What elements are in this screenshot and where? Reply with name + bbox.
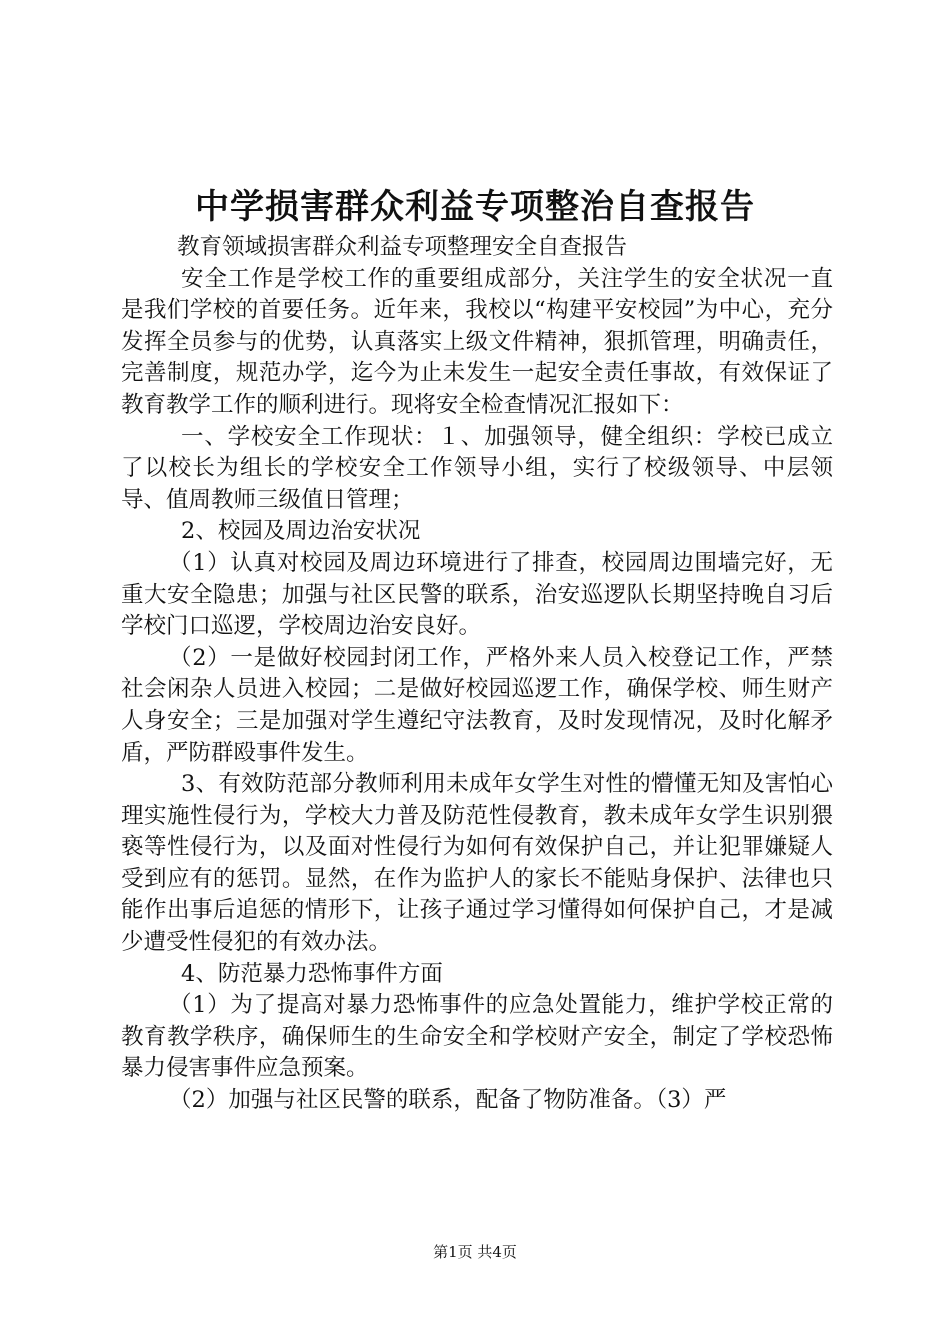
document-title: 中学损害群众利益专项整治自查报告 (195, 187, 755, 227)
paragraph-section-4-heading: 4、防范暴力恐怖事件方面 (181, 960, 443, 987)
document-body (121, 232, 833, 1117)
paragraph-section-2-item-1: （1）认真对校园及周边环境进行了排查，校园周边围墙完好，无重大安全隐患；加强与社区民警的联系，治安巡逻队长期坚持晚自习后学校门口巡逻，学校周边治安良好。 (121, 549, 833, 640)
paragraph-section-1: 一、学校安全工作现状：１、加强领导，健全组织：学校已成立了以校长为组长的学校安全工作领导小组，实行了校级领导、中层领导、值周教师三级值日管理； (121, 423, 833, 513)
paragraph-section-4-item-2: （2）加强与社区民警的联系，配备了物防准备。（3）严 (169, 1087, 727, 1114)
paragraph-intro: 安全工作是学校工作的重要组成部分，关注学生的安全状况一直是我们学校的首要任务。近年来，我校以“构建平安校园”为中心，充分发挥全员参与的优势，认真落实上级文件精神，狠抓管理，明确责任，完善制度，规范办学，迄今为止未发生一起安全责任事故，有效保证了教育教学工作的顺利进行。现将安全检查情况汇报如下： (121, 265, 833, 418)
paragraph-section-2-heading: 2、校园及周边治安状况 (181, 518, 421, 545)
paragraph-section-4-item-1: （1）为了提高对暴力恐怖事件的应急处置能力，维护学校正常的教育教学秩序，确保师生的生命安全和学校财产安全，制定了学校恐怖暴力侵害事件应急预案。 (121, 992, 833, 1082)
paragraph-section-2-item-2: （2）一是做好校园封闭工作，严格外来人员入校登记工作，严禁社会闲杂人员进入校园；二是做好校园巡逻工作，确保学校、师生财产人身安全；三是加强对学生遵纪守法教育，及时发现情况，及时化解矛盾，严防群殴事件发生。 (121, 644, 833, 766)
paragraph-section-3: 3、有效防范部分教师利用未成年女学生对性的懵懂无知及害怕心理实施性侵行为，学校大力普及防范性侵教育，教未成年女学生识别猥亵等性侵行为，以及面对性侵行为如何有效保护自己，并让犯罪嫌疑人受到应有的惩罚。显然，在作为监护人的家长不能贴身保护、法律也只能作出事后追惩的情形下，让孩子通过学习懂得如何保护自己，才是减少遭受性侵犯的有效办法。 (121, 771, 833, 956)
page-footer: 第1页 共4页 (433, 1243, 517, 1261)
document-subtitle: 教育领域损害群众利益专项整理安全自查报告 (177, 234, 628, 260)
